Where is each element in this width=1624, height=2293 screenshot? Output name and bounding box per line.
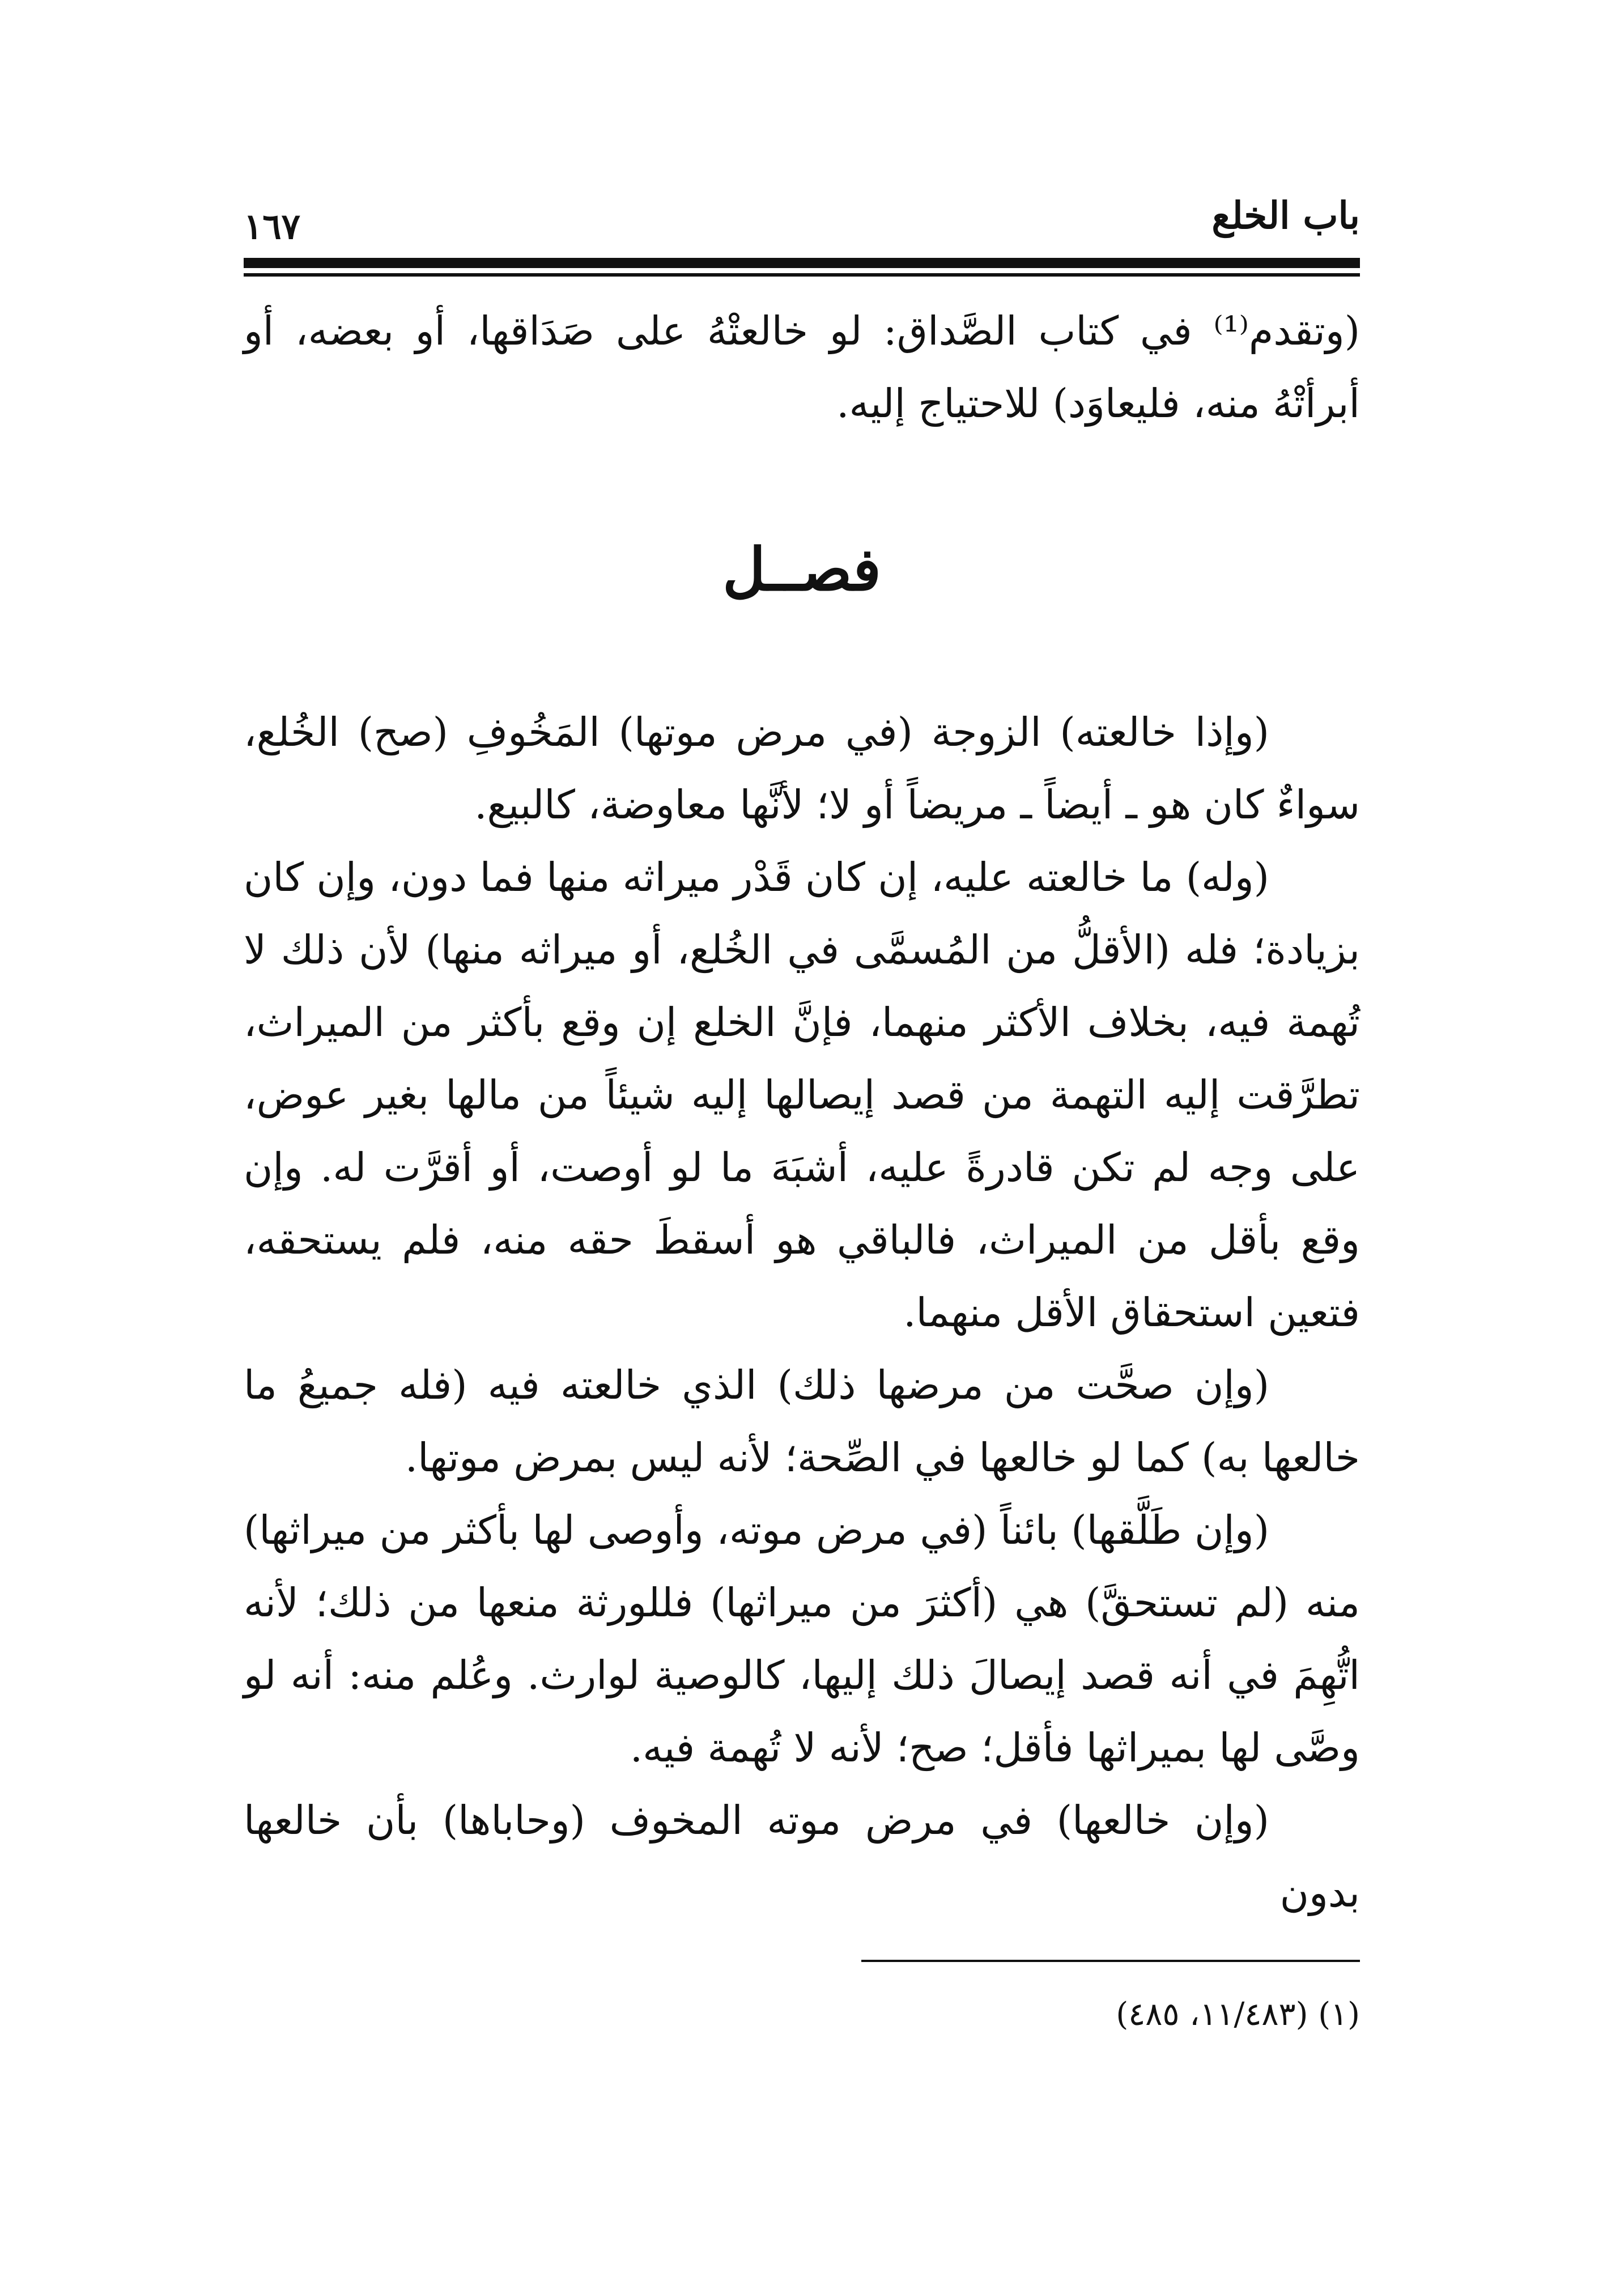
paragraph-3: (وإن صحَّت من مرضها ذلك) الذي خالعته فيه (فله جميعُ ما خالعها به) كما لو خالعها في الصِّحة؛ لأنه ليس بمرض موتها. xyxy=(244,1362,1360,1481)
paragraph-5: (وإن خالعها) في مرض موته المخوف (وحاباها) بأن خالعها بدون xyxy=(244,1797,1360,1916)
page-header xyxy=(244,187,1360,249)
main-text xyxy=(244,696,1360,1929)
header-rule-thin xyxy=(244,273,1360,277)
paragraph-2: (وله) ما خالعته عليه، إن كان قَدْر ميراثه منها فما دون، وإن كان بزيادة؛ فله (الأقلُّ من المُسمَّى في الخُلع، أو ميراثه منها) لأن ذلك لا تُهمة فيه، بخلاف الأكثر منهما، فإنَّ الخلع إن وقع بأكثر من الميراث، تطرَّقت إليه التهمة من قصد إيصالها إليه شيئاً من مالها بغير عوض، على وجه لم تكن قادرةً عليه، أشبَهَ ما لو أوصت، أو أقرَّت له. وإن وقع بأقل من الميراث، فالباقي هو أسقطَ حقه منه، فلم يستحقه، فتعين استحقاق الأقل منهما. xyxy=(244,854,1360,1336)
footnote-divider xyxy=(861,1960,1360,1962)
paragraph-4: (وإن طَلَّقها) بائناً (في مرض موته، وأوصى لها بأكثر من ميراثها) منه (لم تستحقَّ) هي (أكثرَ من ميراثها) فللورثة منعها من ذلك؛ لأنه اتُّهِمَ في أنه قصد إيصالَ ذلك إليها، كالوصية لوارث. وعُلم منه: أنه لو وصَّى لها بميراثها فأقل؛ صح؛ لأنه لا تُهمة فيه. xyxy=(244,1507,1360,1771)
chapter-title: باب الخلع xyxy=(1211,193,1360,237)
paragraph-1: (وإذا خالعته) الزوجة (في مرض موتها) المَخُوفِ (صح) الخُلع، سواءٌ كان هو ـ أيضاً ـ مريضاً أو لا؛ لأنَّها معاوضة، كالبيع. xyxy=(244,709,1360,828)
section-heading: فصــل xyxy=(722,534,881,604)
intro-block xyxy=(244,295,1360,440)
intro-paragraph: (وتقدم⁽¹⁾ في كتاب الصَّداق: لو خالعتْهُ على صَدَاقها، أو بعضه، أو أبرأتْهُ منه، فليعاوَد) للاحتياج إليه. xyxy=(244,308,1360,427)
page-number: ١٦٧ xyxy=(244,206,300,247)
footnote: (١) (١١/٤٨٣، ٤٨٥) xyxy=(1116,1996,1360,2033)
header-rule-thick xyxy=(244,258,1360,268)
